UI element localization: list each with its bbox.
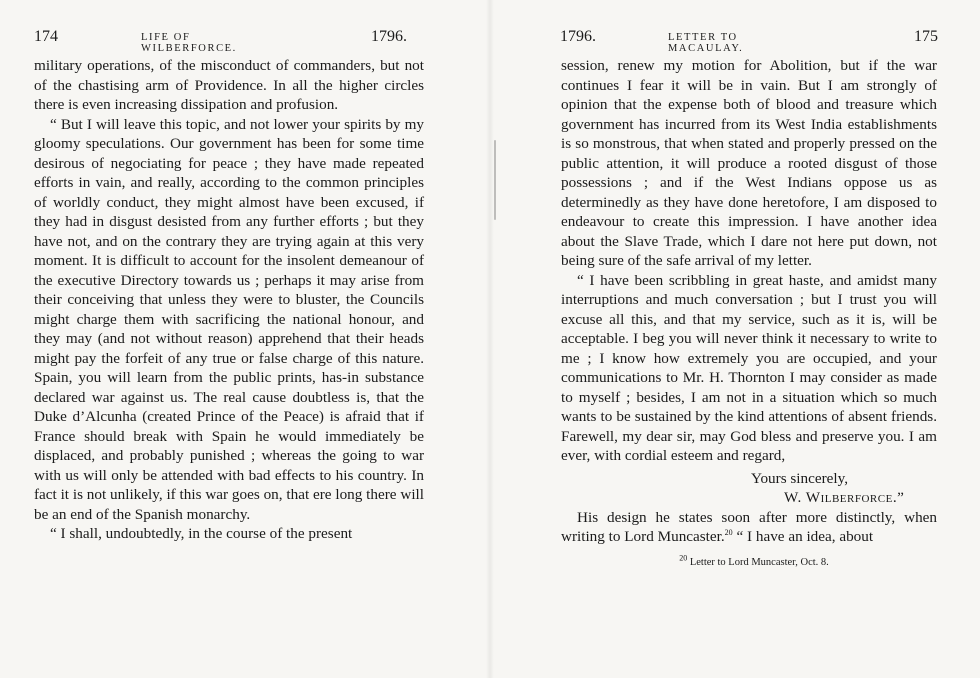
right-paragraph-1: session, renew my motion for Abolition, but if the war continues I fear it will be in vain. But I am strongly of opinion that the expense both of blood and treasure which government has incurred from its West India establishments is so monstrous, that when stated and properly pressed on the public attention, it will produce a rooted disgust of those possessions ; and if the West Indians oppose us as determinedly as they have done heretofore, I am disposed to endeavour to create this impression. I have another idea about the Slave Trade, which I dare not here put down, not being sure of the safe arrival of my letter. — [561, 57, 937, 269]
footnote-mark: 20 — [679, 553, 688, 562]
left-year: 1796. — [371, 28, 407, 45]
footnote-reference: 20 — [724, 527, 733, 537]
right-page-number: 175 — [914, 28, 938, 45]
left-page-number: 174 — [34, 28, 58, 45]
narrative-text: His design he states soon after more distinctly, when writing to Lord Muncaster. — [561, 508, 937, 545]
right-year: 1796. — [560, 28, 596, 45]
narrative-text-tail: “ I have an idea, about — [732, 528, 874, 545]
right-body-text — [561, 56, 937, 572]
footnote — [561, 553, 937, 573]
letter-closing: Yours sincerely, — [751, 469, 849, 487]
narrative-paragraph — [561, 508, 937, 547]
right-running-title: LETTER TO MACAULAY. — [668, 32, 744, 54]
footnote-text: Letter to Lord Muncaster, Oct. 8. — [687, 556, 829, 568]
right-paragraph-2: “ I have been scribbling in great haste, and amidst many interruptions and much conversation ; but I trust you will excuse all this, and that my service, such as it is, will be acceptable. I beg you will never think it necessary to write to me ; I know how extremely you are occupied, and your communications to Mr. H. Thornton I may consider as made to myself ; besides, I am not in a situation which so much wants to be sustained by the kind attentions of absent friends. Farewell, my dear sir, may God bless and preserve you. I am ever, with cordial esteem and regard, — [561, 271, 937, 464]
left-paragraph-1: military operations, of the misconduct of commanders, but not of the chastising arm of Providence. In all the higher circles there is even increasing dissipation and profusion. — [34, 57, 424, 113]
left-body-text — [34, 56, 424, 544]
letter-signoff — [561, 469, 937, 508]
left-paragraph-3: “ I shall, undoubtedly, in the course of the present — [50, 525, 353, 542]
letter-signature: W. Wilberforce.” — [784, 489, 905, 506]
right-page — [490, 0, 980, 678]
left-paragraph-2: “ But I will leave this topic, and not lower your spirits by my gloomy speculations. Our government has been for some time desirous of negociating for peace ; they have made repeated efforts in vain, and really, according to the common principles of worldly conduct, they might almost have been excused, if they had in disgust desisted from any further efforts ; but they have not, and on the contrary they are trying again at this very moment. It is difficult to account for the insolent demeanour of the executive Directory towards us ; perhaps it may arise from their conceiving that unless they were to bluster, the Councils might charge them with sacrificing the national honour, and they may (and not without reason) apprehend that their heads might pay the forfeit of any true or false charge of this nature. Spain, you will learn from the public prints, has-in substance declared war against us. The real cause doubtless is, that the Duke d’Alcunha (created Prince of the Peace) is afraid that if France should break with Spain he would immediately be displaced, and probably punished ; whereas the going to war with us will only be attended with bad effects to his country. In fact it is not unlikely, if this war goes on, that ere long there will be an end of the Spanish monarchy. — [34, 115, 424, 523]
left-running-title: LIFE OF WILBERFORCE. — [141, 32, 237, 54]
